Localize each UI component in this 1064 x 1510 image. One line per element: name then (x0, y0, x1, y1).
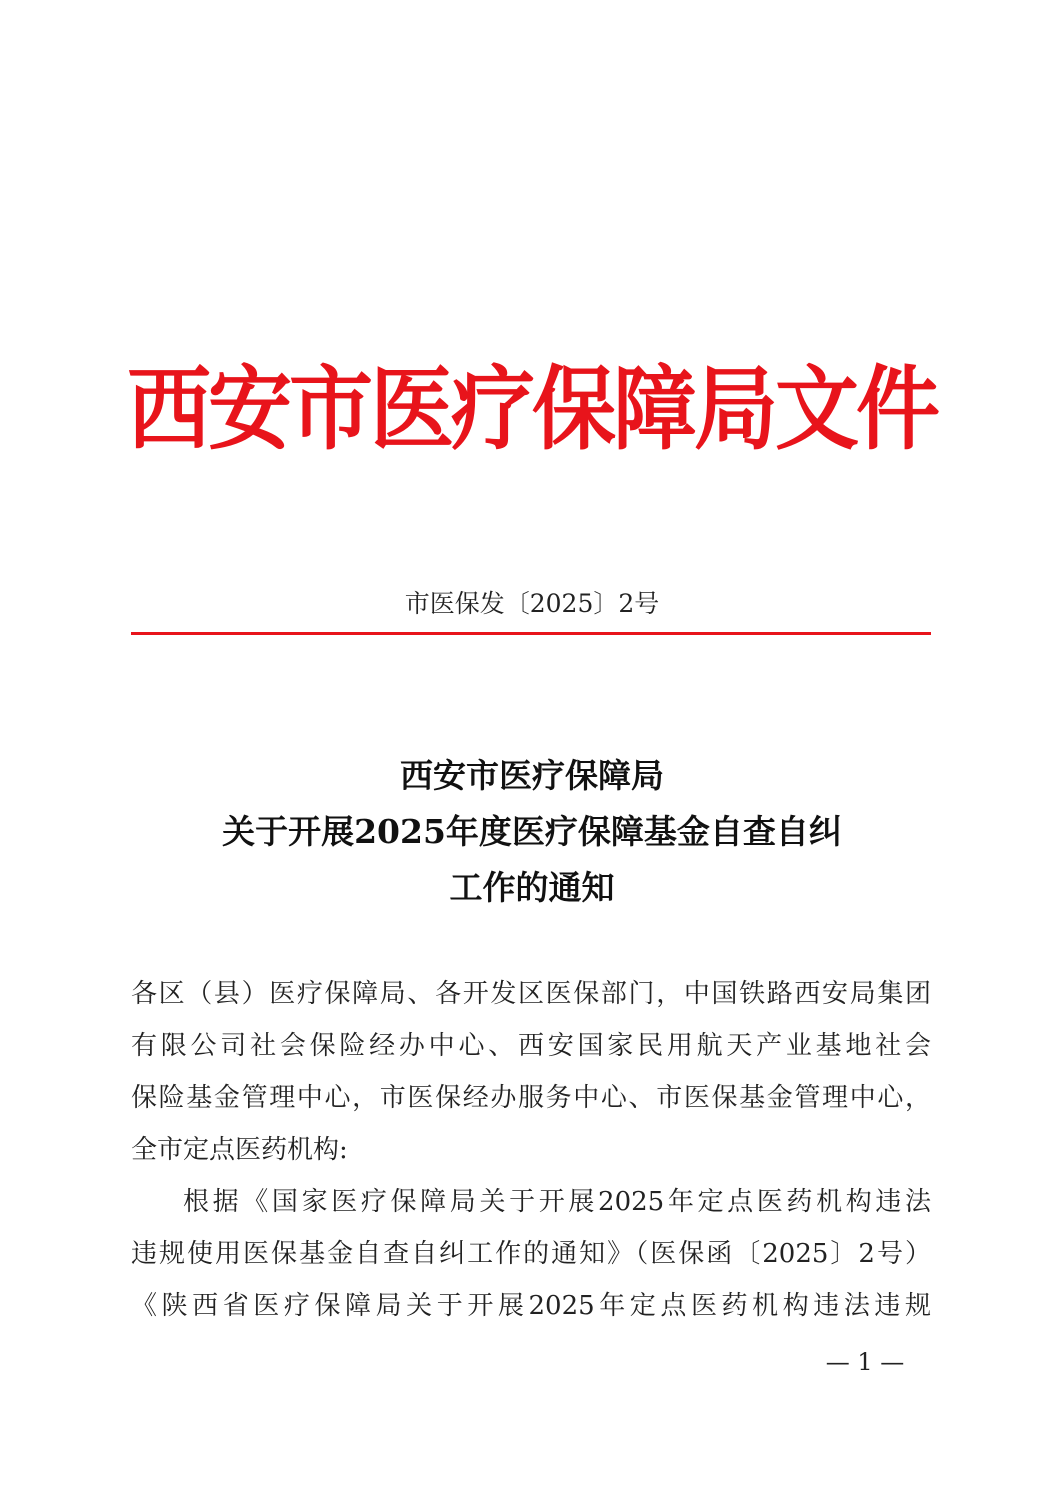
page-number: — 1 — (825, 1348, 905, 1376)
document-number: 市医保发〔2025〕2号 (404, 589, 660, 618)
title-line-3: 工作的通知 (449, 868, 615, 907)
paragraph-line: 根据《国家医疗保障局关于开展2025年定点医药机构违法 (183, 1187, 931, 1217)
paragraph-line: 违规使用医保基金自查自纠工作的通知》（医保函〔2025〕2号） (131, 1239, 931, 1269)
paragraph-line: 《陕西省医疗保障局关于开展2025年定点医药机构违法违规 (131, 1291, 931, 1321)
title-line-1: 西安市医疗保障局 (400, 756, 664, 795)
issuer-banner: 西安市医疗保障局文件 (126, 355, 937, 463)
addressee-line: 保险基金管理中心，市医保经办服务中心、市医保基金管理中心， (131, 1083, 931, 1113)
red-separator-line (131, 632, 931, 635)
document-body (131, 968, 931, 1332)
addressee-line: 有限公司社会保险经办中心、西安国家民用航天产业基地社会 (131, 1031, 931, 1061)
addressee-line: 各区（县）医疗保障局、各开发区医保部门，中国铁路西安局集团 (131, 979, 931, 1009)
document-title (0, 748, 1064, 916)
addressee-line: 全市定点医药机构: (131, 1135, 348, 1165)
title-line-2: 关于开展2025年度医疗保障基金自查自纠 (222, 812, 842, 851)
